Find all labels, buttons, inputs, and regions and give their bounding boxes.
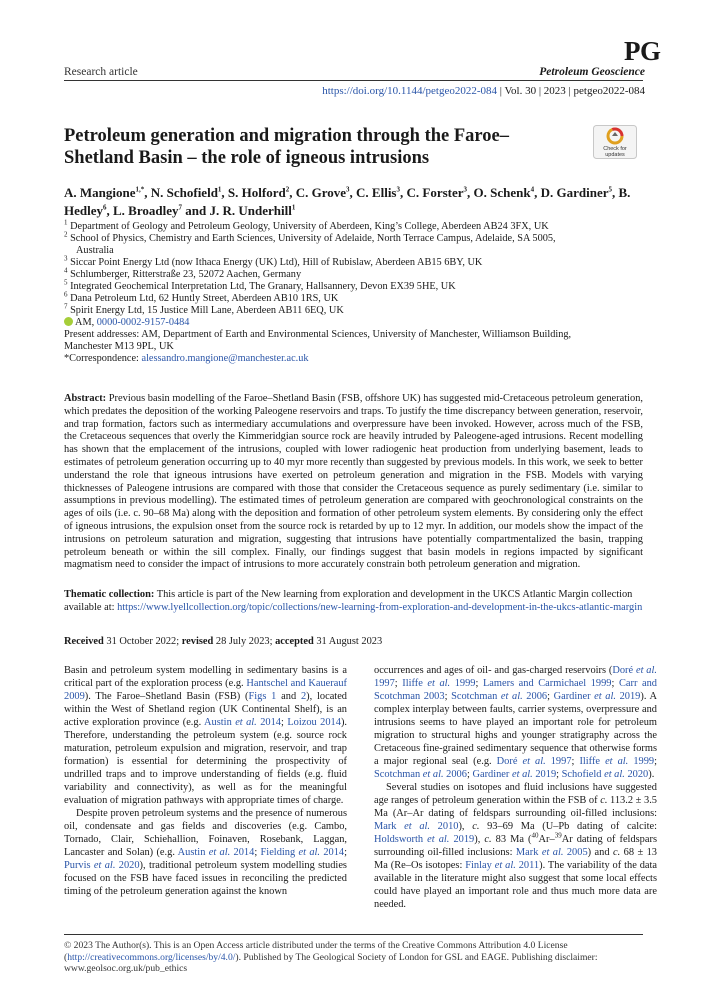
body-column-right: occurrences and ages of oil- and gas-charged reservoirs (Doré et al. 1997; Iliffe et al. 1999; Lamers and Carmichael 1999; Carr and Scotchman 2003; Scotchman et al. 2006; Gardiner et al. 2019). A complex interplay between faults, carrier systems, overpressure and intrusions seems to have played an important role for petroleum migration to structural highs and younger stratigraphy across the Cretaceous fine-grained sedimentary sequence that otherwise forms a major regional seal (e.g. Doré et al. 1997; Iliffe et al. 1999; Scotchman et al. 2006; Gardiner et al. 2019; Schofield et al. 2020). Several studies on isotopes and fluid inclusions have suggested age ranges of petroleum generation within the FSB of c. 113.2 ± 3.5 Ma (Ar–Ar dating of feldspars surrounding oil-filled inclusions: Mark et al. 2010), c. 93–69 Ma (U–Pb dating of calcite: Holdsworth et al. 2019), c. 83 Ma ($^{40}$Ar–$^{39}$Ar dating of feldspars surrounding oil-filled inclusions: Mark et al. 2005) and c. 68 ± 13 Ma (Re–Os isotopes: Finlay et al. 2011). The variability of the data available in the literature might also suggest that some local effects could have played an important role and thus much more data are needed. [374, 665, 658, 910]
present-address-line2: Manchester M13 9PL, UK [64, 341, 174, 352]
section-label: Research article [64, 66, 138, 78]
orcid-link[interactable]: 0000-0002-9157-0484 [96, 317, 190, 328]
journal-name: Petroleum Geoscience [539, 66, 645, 78]
footer-rule [64, 934, 643, 935]
abstract [64, 393, 643, 572]
badge-line2: updates [605, 152, 625, 158]
author-list: A. Mangione$^{1,*}$, N. Schofield$^1$, S. Holford$^2$, C. Grove$^3$, C. Ellis$^3$, C. Forster$^3$, O. Schenk$^4$, D. Gardiner$^5$, B. Hedley$^6$, L. Broadley$^7$ and J. R. Underhill$^1$ [64, 185, 631, 218]
abstract-label: Abstract: [64, 393, 107, 404]
orcid-prefix: AM, [75, 317, 97, 328]
footer-text2: ). Published by The Geological Society of London for GSL and EAGE. Publishing disclaimer: www.geolsoc.org.uk/pub_ethics [64, 951, 598, 974]
footer-license [64, 940, 654, 975]
badge-line1: Check for [603, 146, 627, 152]
header-rule [64, 80, 643, 81]
thematic-text: This article is part of the New learning from exploration and development in the UKCS Atlantic Margin collection available at: [64, 589, 633, 613]
abstract-text: Previous basin modelling of the Faroe–Shetland Basin (FSB, offshore UK) has suggested mid-Cretaceous petroleum generation, which predates the deposition of the working Paleogene reservoirs and traps. To justify the time discrepancy between generation, reservoir, and trap formation, factors such as intermediary accumulations and overpressure have been invoked. However, across much of the FSB, the Cretaceous sequences that overly the Kimmeridgian source rock are heavily intruded by Paleogene-aged intrusions. Recent modelling has shown that the emplacement of the intrusions, coupled with lower radiogenic heat production from underlying basement, leads to estimates of petroleum generation occurring up to 40 myr more recently than suggested by previous models. In this work, we seek to better understand the role that igneous intrusions have exerted on petroleum generation and migration in the FSB. Models with varying thicknesses of Paleogene intrusions are compared with those that consider the Cretaceous sequence as purely sedimentary (i.e. similar to assumptions in previous modelling). The estimated times of petroleum generation are compared with geochronological constraints on the ages of oils (i.e. c. 90–68 Ma) along with the deposition and formation of other petroleum system elements. By considering only the effect of igneous intrusions, the expulsion onset from the source rock is retarded by up to 12 myr. In addition, our models show the impact of the intrusions on petroleum saturation and migration, suggesting that intrusions have potentially compartmentalized the basin, trapping petroleum beneath or within the sill complex. Finally, our findings suggest that basin models in regions impacted by significant magmatism need to consider the impact of intrusions to more accurately constrain both petroleum generation and migration. [64, 393, 643, 571]
thematic-link[interactable]: https://www.lyellcollection.org/topic/collections/new-learning-from-exploration-and-development-in-the-ukcs-atlantic-margin [117, 601, 643, 613]
correspondence-line [64, 353, 649, 365]
affiliation-item: Australia [76, 245, 114, 256]
doi-line [322, 85, 645, 97]
present-address-line1: Present addresses: AM, Department of Earth and Environmental Sciences, University of Manchester, Williamson Building, [64, 329, 572, 340]
article-title: Petroleum generation and migration through the Faroe–Shetland Basin – the role of igneous intrusions [64, 126, 509, 168]
affiliation-item: $^4$ Schlumberger, Ritterstraße 23, 52072 Aachen, Germany [64, 266, 302, 280]
affiliation-list [64, 218, 649, 317]
license-link[interactable]: http://creativecommons.org/licenses/by/4.0/ [67, 951, 236, 963]
affiliation-item: $^2$ School of Physics, Chemistry and Earth Sciences, University of Adelaide, North Terrace Campus, Adelaide, SA 5005, [64, 230, 556, 244]
journal-logo: PG [624, 36, 661, 66]
affiliation-item: $^6$ Dana Petroleum Ltd, 62 Huntly Street, Aberdeen AB10 1RS, UK [64, 290, 339, 304]
affiliations [64, 218, 649, 365]
citation-info: | Vol. 30 | 2023 | petgeo2022-084 [497, 85, 645, 97]
affiliation-item: $^3$ Siccar Point Energy Ltd (now Ithaca Energy (UK) Ltd), Hill of Rubislaw, Aberdeen AB15 6BY, UK [64, 254, 483, 268]
footer-text1: © 2023 The Author(s). This is an Open Access article distributed under the terms of the Creative Commons Attribution 4.0 License ( [64, 940, 568, 963]
article-dates: Received 31 October 2022; revised 28 July 2023; accepted 31 August 2023 [64, 636, 383, 647]
affiliation-item: $^5$ Integrated Geochemical Interpretation Ltd, The Granary, Hallsannery, Devon EX39 5HE, UK [64, 278, 456, 292]
correspondence-label: *Correspondence: [64, 353, 142, 364]
correspondence-email[interactable]: alessandro.mangione@manchester.ac.uk [141, 353, 309, 364]
orcid-icon [64, 317, 73, 326]
affiliation-item: $^1$ Department of Geology and Petroleum Geology, University of Aberdeen, King’s College, Aberdeen AB24 3FX, UK [64, 218, 549, 232]
affiliation-item: $^7$ Spirit Energy Ltd, 15 Justice Mill Lane, Aberdeen AB11 6EQ, UK [64, 302, 344, 316]
thematic-collection [64, 589, 643, 615]
thematic-label: Thematic collection: [64, 589, 155, 600]
doi-link[interactable]: https://doi.org/10.1144/petgeo2022-084 [322, 85, 498, 97]
check-for-updates-badge[interactable] [593, 125, 637, 159]
check-for-updates-icon [593, 125, 637, 159]
orcid-line [64, 317, 649, 329]
body-column-left: Basin and petroleum system modelling in sedimentary basins is a critical part of the exploration process (e.g. Hantschel and Kauerauf 2009). The Faroe–Shetland Basin (FSB) (Figs 1 and 2), located within the West of Shetland region (UK Continental Shelf), is an active exploration province (e.g. Austin et al. 2014; Loizou 2014). Therefore, understanding the petroleum system (e.g. source rock maturation, petroleum expulsion and migration, reservoir, and trap formation) is essential for determining the prospectivity of undrilled traps and to improve understanding of fields (e.g. fluid variability and connectivity), as well as for the meaningful evaluation of migration pathways with appropriate times of charge. Despite proven petroleum systems and the presence of numerous oil, condensate and gas fields and discoveries (e.g. Cambo, Tornado, Clair, Schiehallion, Foinaven, Rosebank, Laggan, Lancaster and Solan) (e.g. Austin et al. 2014; Fielding et al. 2014; Purvis et al. 2020), traditional petroleum system modelling studies focused on the FSB have faced issues in reconciling the predicted timing of the petroleum generation against the known [64, 665, 348, 897]
